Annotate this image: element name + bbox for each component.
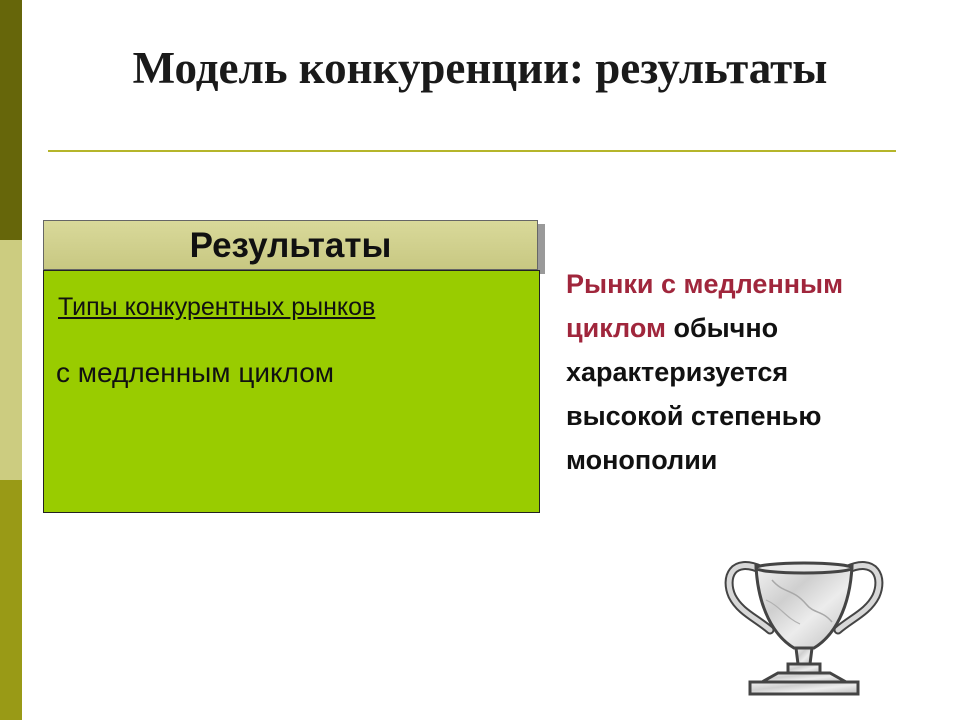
title-divider [48,150,896,152]
description-line-3: характеризуется [566,357,789,387]
slow-cycle-label: с медленным циклом [56,357,335,388]
description-line-5: монополии [566,445,718,475]
description-accent-1: Рынки с медленным [566,269,844,299]
description-line-2: обычно [665,313,779,343]
results-box [43,270,540,513]
description-text [566,262,946,482]
left-stripe-top [0,0,22,240]
market-types-label: Типы конкурентных рынков [58,293,376,321]
slide-title: Модель конкуренции: результаты [132,43,828,93]
results-header: Результаты [43,220,538,270]
trophy-icon [722,548,886,698]
description-line-4: высокой степенью [566,401,822,431]
description-accent-2: циклом [566,313,666,343]
left-stripe-bottom [0,480,22,720]
left-stripe-middle [0,240,22,480]
